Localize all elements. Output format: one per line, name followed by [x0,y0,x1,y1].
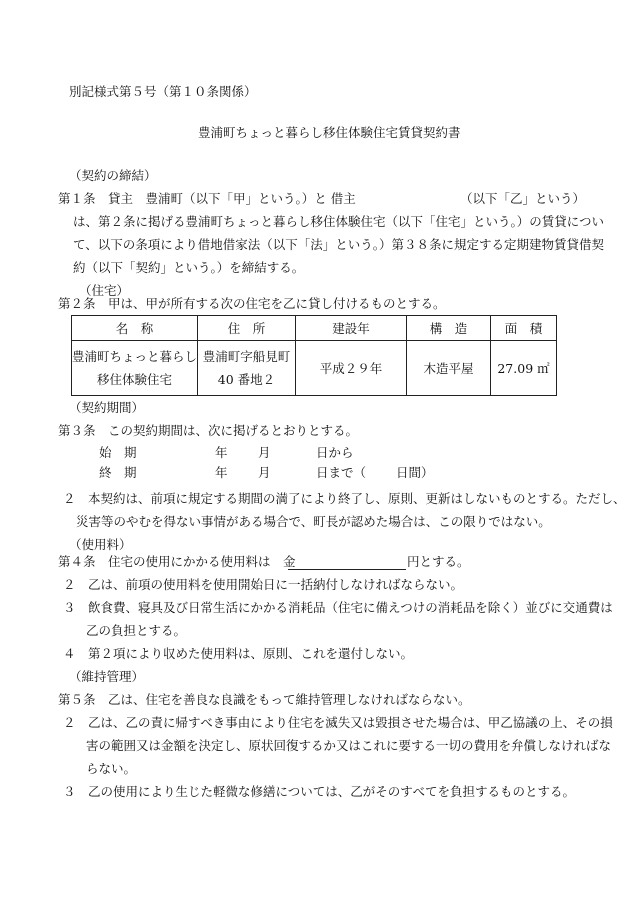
article-5-line-1: 第５条 乙は、住宅を善良な良識をもって維持管理しなければならない。 [58,692,471,707]
article-4-para-3-line-2: 乙の負担とする。 [86,623,187,638]
article-1-line-4: 約（以下「契約」という。）を締結する。 [73,260,305,275]
residence-table [71,315,557,396]
start-day-label: 日から [316,445,354,460]
article-1-line-3: て、以下の条項により借地借家法（以下「法」という。）第３８条に規定する定期建物賃貸借契 [73,237,605,252]
article-4-para-3-line-1: ３ 飲食費、寝具及び日常生活にかかる消耗品（住宅に備えつけの消耗品を除く）並びに交通費は [63,600,613,615]
table-header-row [72,316,557,341]
fee-amount-blank[interactable] [288,569,406,570]
total-days-label: 日間） [396,465,434,480]
article-3-heading: （契約期間） [69,400,145,415]
article-1-heading: （契約の締結） [69,168,157,183]
article-5-para-2-line-1: ２ 乙は、乙の責に帰すべき事由により住宅を滅失又は毀損させた場合は、甲乙協議の上、その損 [63,715,613,730]
cell-address [198,341,296,396]
end-month-label: 月 [258,465,271,480]
article-4-yen-label: 円とする。 [407,554,470,569]
article-4-line-1: 第４条 住宅の使用にかかる使用料は 金 [58,554,296,569]
end-year-label: 年 [215,465,228,480]
header-structure: 構 造 [407,316,491,341]
end-day-label: 日まで（ [316,465,367,480]
article-5-heading: （維持管理） [69,669,145,684]
start-date-label: 始 期 [99,445,137,460]
cell-address-line-2: 40 番地２ [217,372,276,387]
article-4-para-2: ２ 乙は、前項の使用料を使用開始日に一括納付しなければならない。 [63,577,464,592]
header-built-year: 建設年 [296,316,407,341]
end-date-label: 終 期 [99,465,137,480]
cell-name-line-1: 豊浦町ちょっと暮らし [72,349,198,364]
table-row [72,341,557,396]
cell-structure: 木造平屋 [407,341,491,396]
start-year-label: 年 [215,445,228,460]
header-name: 名 称 [72,316,198,341]
document-title: 豊浦町ちょっと暮らし移住体験住宅賃貸契約書 [198,125,461,140]
header-address: 住 所 [198,316,296,341]
article-5-para-3: ３ 乙の使用により生じた軽微な修繕については、乙がそのすべてを負担するものとする。 [63,784,576,799]
article-5-para-2-line-3: らない。 [86,761,137,776]
article-2-heading: （住宅） [79,283,130,298]
article-1-line-1: 第１条 貸主 豊浦町（以下「甲」という。）と 借主 [58,191,356,206]
form-number-label: 別記様式第５号（第１０条関係） [69,84,257,99]
header-area: 面 積 [491,316,557,341]
article-1-line-2: は、第２条に掲げる豊浦町ちょっと暮らし移住体験住宅（以下「住宅」という。）の賃貸につい [73,214,605,229]
article-2-line-1: 第２条 甲は、甲が所有する次の住宅を乙に貸し付けるものとする。 [58,296,446,311]
article-5-para-2-line-2: 害の範囲又は金額を決定し、原状回復するか又はこれに要する一切の費用を弁償しなければな [86,738,612,753]
cell-area: 27.09 ㎡ [491,341,557,396]
cell-built-year: 平成２９年 [296,341,407,396]
start-month-label: 月 [258,445,271,460]
article-4-para-4: ４ 第２項により収めた使用料は、原則、これを還付しない。 [63,646,414,661]
cell-name [72,341,198,396]
article-3-para-2-line-1: ２ 本契約は、前項に規定する期間の満了により終了し、原則、更新はしないものとする。ただし、 [63,491,626,506]
article-4-heading: （使用料） [69,537,132,552]
article-3-para-2-line-2: 災害等のやむを得ない事情がある場合で、町長が認めた場合は、この限りではない。 [76,514,551,529]
article-1-otsu-definition: （以下「乙」という） [460,191,586,206]
cell-address-line-1: 豊浦町字船見町 [202,349,291,364]
article-3-line-1: 第３条 この契約期間は、次に掲げるとおりとする。 [58,423,359,438]
cell-name-line-2: 移住体験住宅 [96,372,172,387]
